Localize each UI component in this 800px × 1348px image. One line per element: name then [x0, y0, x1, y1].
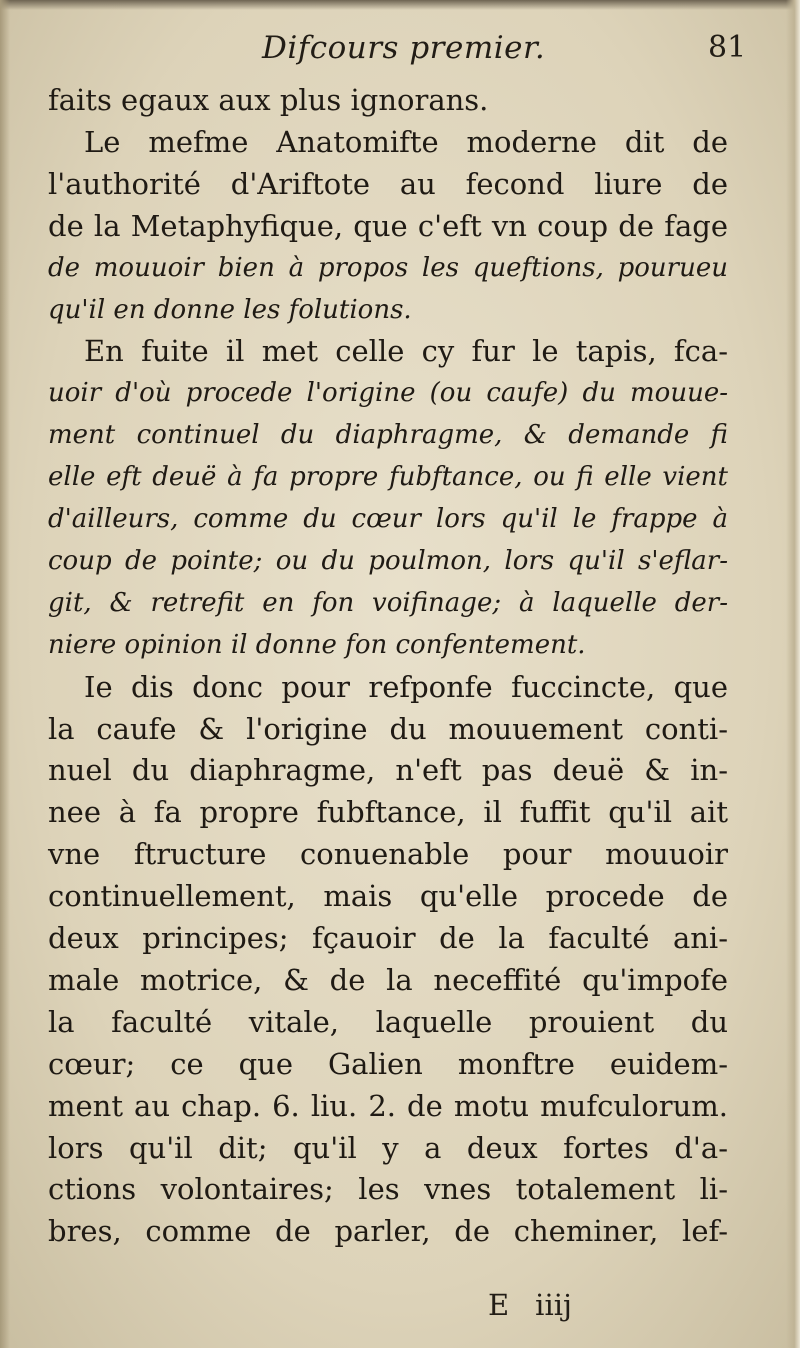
text-line: faits egaux aux plus ignorans. — [48, 83, 489, 117]
signature-letter: E — [488, 1288, 510, 1322]
text-line: la caufe & l'origine du mouuement conti- — [48, 711, 728, 746]
text-line: de mouuoir bien à propos les queftions, pourueu — [48, 252, 728, 283]
text-line: Le mefme Anatomifte moderne dit de — [84, 124, 728, 159]
text-line: Ie dis donc pour refponfe fuccincte, que — [84, 669, 728, 704]
signature-mark — [488, 1288, 598, 1322]
text-line: d'ailleurs, comme du cœur lors qu'il le frappe à — [48, 504, 728, 534]
text-line: continuellement, mais qu'elle procede de — [48, 879, 728, 914]
text-line: ctions volontaires; les vnes totalement li- — [48, 1172, 728, 1207]
text-line: la faculté vitale, laquelle prouient du — [48, 1004, 728, 1039]
text-line: niere opinion il donne fon confentement. — [48, 629, 586, 660]
text-line: ment continuel du diaphragme, & demande fi — [48, 420, 728, 451]
text-line: nee à fa propre fubftance, il fuffit qu'il ait — [48, 795, 728, 830]
text-line: ment au chap. 6. liu. 2. de motu mufculorum. — [48, 1088, 728, 1123]
text-line: deux principes; fçauoir de la faculté ani- — [48, 921, 728, 955]
text-line: l'authorité d'Ariftote au fecond liure de — [48, 166, 728, 201]
text-line: uoir d'où procede l'origine (ou caufe) du mouue- — [48, 378, 728, 409]
text-line: cœur; ce que Galien monftre euidem- — [48, 1046, 728, 1081]
text-line: male motrice, & de la neceffité qu'impofe — [48, 962, 728, 997]
text-line: de la Metaphyfique, que c'eft vn coup de fage — [48, 208, 728, 243]
page-number: 81 — [708, 30, 747, 65]
text-line: vne ftructure conuenable pour mouuoir — [48, 837, 728, 872]
text-line: En fuite il met celle cy fur le tapis, fca- — [84, 334, 728, 369]
text-line: elle eft deuë à fa propre fubftance, ou fi elle vient — [48, 462, 728, 493]
signature-numeral: iiij — [535, 1288, 572, 1322]
text-line: git, & retrefit en fon voifinage; à laquelle der- — [48, 587, 728, 618]
text-line: nuel du diaphragme, n'eft pas deuë & in- — [48, 753, 728, 788]
text-line: bres, comme de parler, de cheminer, lef- — [48, 1214, 728, 1249]
text-line: qu'il en donne les folutions. — [48, 294, 412, 325]
running-head-title: Difcours premier. — [262, 30, 546, 66]
text-line: coup de pointe; ou du poulmon, lors qu'il s'eflar- — [48, 545, 728, 576]
text-line: lors qu'il dit; qu'il y a deux fortes d'a- — [48, 1130, 728, 1165]
